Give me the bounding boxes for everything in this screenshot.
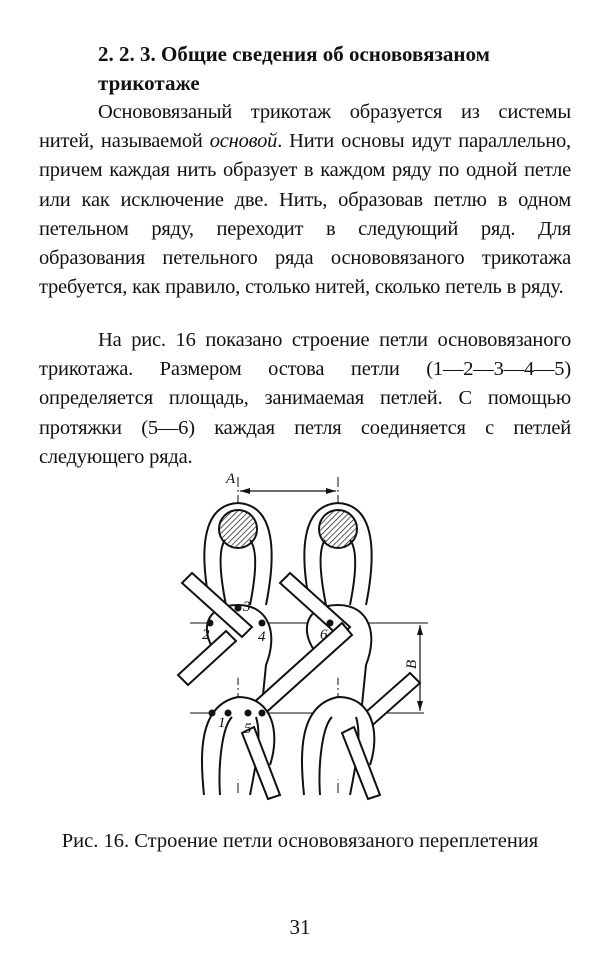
point-label-2: 2 bbox=[202, 627, 210, 643]
paragraph-1 bbox=[39, 98, 571, 302]
dimension-label-a: A bbox=[226, 471, 236, 487]
paragraph-1-text-start: Основовязаный трикотаж образуется из системы нитей, называемой bbox=[39, 101, 571, 153]
point-label-6: 6 bbox=[320, 627, 328, 643]
paragraph-2: На рис. 16 показано строение петли основовязаного трикотажа. Размером остова петли (1—2—3—4—5) определяется площадь, занимаемая петлей. С помощью протяжки (5—6) каждая петля соединяется с петлей следующего ряда. bbox=[39, 329, 571, 468]
term-osnova: основой bbox=[209, 130, 278, 153]
figure-16-loop-structure bbox=[170, 465, 450, 815]
warp-knit-loop-diagram bbox=[170, 465, 450, 815]
point-label-4: 4 bbox=[258, 629, 266, 645]
point-label-1: 1 bbox=[218, 715, 226, 731]
point-label-3: 3 bbox=[243, 599, 251, 615]
point-label-5: 5 bbox=[244, 721, 252, 737]
paragraph-1-text-end: . Нити основы идут параллельно, причем каждая нить образует в каждом ряду по одной петле или как исключение две. Нить, образовав петлю в одном петельном ряду, переходит в следующий ряд. Для образования петельного ряда основовязаного трикотажа требуется, как правило, столько нитей, сколько петель в ряду. bbox=[39, 130, 571, 299]
page-number: 31 bbox=[289, 915, 311, 939]
section-heading: 2. 2. 3. Общие сведения об основовязаном трикотаже bbox=[98, 42, 490, 95]
figure-caption: Рис. 16. Строение петли основовязаного переплетения bbox=[61, 830, 539, 852]
dimension-label-b: B bbox=[404, 659, 420, 669]
